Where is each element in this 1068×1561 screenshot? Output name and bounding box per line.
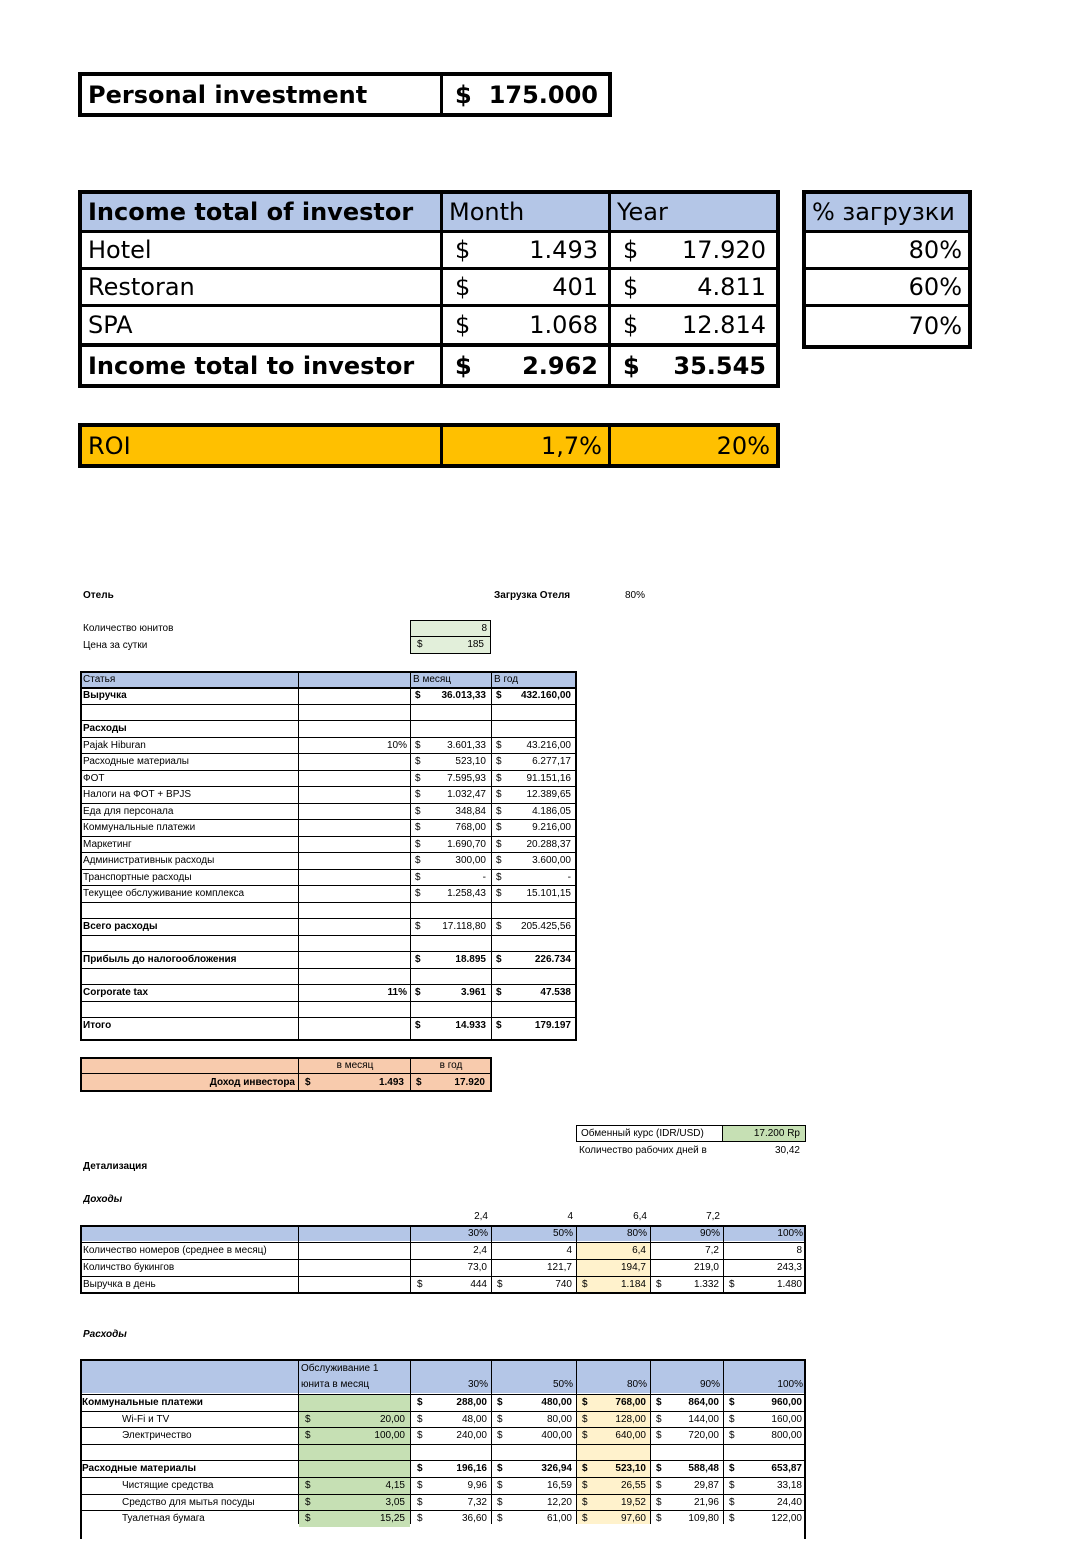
pl-header-item: Статья [83, 674, 116, 685]
pl-row-label: Транспортные расходы [83, 872, 192, 883]
expenses-row-value: $ 9,96 [417, 1480, 487, 1491]
pl-row-label: Расходные материалы [83, 756, 189, 767]
personal-investment-value: $ 175.000 [455, 80, 598, 109]
pl-row-year: $ 226.734 [496, 954, 571, 965]
load-header: % загрузки [806, 194, 968, 230]
pl-row-year: $ 43.216,00 [496, 740, 571, 751]
expenses-row-value: $ 196,16 [417, 1463, 487, 1474]
detail-row-value: $ 1.480 [729, 1279, 802, 1290]
expenses-row-value: $ 16,59 [497, 1480, 572, 1491]
roi-label: ROI [88, 431, 131, 460]
expenses-pct-header: 100% [777, 1379, 803, 1390]
income-row-label: SPA [88, 311, 133, 339]
income-row-month: $ 401 [455, 273, 598, 301]
income-row-year: $ 17.920 [623, 236, 766, 264]
personal-investment-label: Personal investment [88, 80, 368, 109]
unit-cost-value[interactable]: $ 15,25 [305, 1513, 405, 1524]
roi-month: 1,7% [541, 431, 602, 460]
pl-row-month: $ 523,10 [415, 756, 486, 767]
expenses-row-value: $ 288,00 [417, 1397, 487, 1408]
detail-row-value: 6,4 [632, 1245, 646, 1256]
expenses-row-value: $ 36,60 [417, 1513, 487, 1524]
pl-row-year: $ 4.186,05 [496, 806, 571, 817]
investor-month: $ 1.493 [305, 1077, 404, 1088]
pl-row-divider [80, 1001, 577, 1002]
units-value[interactable]: 8 [410, 620, 491, 637]
load-value-restoran: 60% [908, 273, 962, 301]
expenses-row-value: $ 160,00 [729, 1414, 802, 1425]
investor-col-year: в год [439, 1060, 463, 1071]
pl-row-month: $ 36.013,33 [415, 690, 486, 701]
pl-row-year: $ 3.600,00 [496, 855, 571, 866]
investor-label: Доход инвестора [209, 1077, 295, 1088]
expenses-row-label: Чистящие средства [122, 1480, 214, 1491]
expenses-pct-header: 50% [552, 1379, 573, 1390]
detail-row-value: 219,0 [693, 1262, 719, 1273]
expenses-row-value: $ 864,00 [656, 1397, 719, 1408]
pl-row-month: $ 1.690,70 [415, 839, 486, 850]
pl-row-label: ФОТ [83, 773, 105, 784]
pl-row-year: $ 432.160,00 [496, 690, 571, 701]
expenses-row-value: $ 7,32 [417, 1497, 487, 1508]
pl-row-month: $ 300,00 [415, 855, 486, 866]
pl-row-year: $ 47.538 [496, 987, 571, 998]
pl-row-label: Еда для персонала [83, 806, 174, 817]
expenses-row-value: $ 400,00 [497, 1430, 572, 1441]
pre-row-value: 6,4 [633, 1211, 647, 1222]
expenses-row-value: $ 653,87 [729, 1463, 802, 1474]
income-row-month: $ 1.493 [455, 236, 598, 264]
pl-row-label: Маркетинг [83, 839, 132, 850]
price-label: Цена за сутки [83, 640, 148, 651]
roi-year: 20% [716, 431, 770, 460]
exp-header-unit-1: Обслуживание 1 [301, 1363, 379, 1374]
pl-row-label: Коммунальные платежи [83, 822, 196, 833]
hotel-title: Отель [83, 590, 114, 601]
hotel-load-label: Загрузка Отеля [494, 590, 571, 601]
investor-year: $ 17.920 [416, 1077, 485, 1088]
pre-row-value: 7,2 [706, 1211, 720, 1222]
pl-row-label: Налоги на ФОТ + BPJS [83, 789, 192, 800]
pl-row-label: Текущее обслуживание комплекса [83, 888, 245, 899]
expenses-row-value: $ 640,00 [582, 1430, 646, 1441]
pl-row-label: Прибыль до налогообложения [83, 954, 237, 965]
expenses-pct-header: 80% [626, 1379, 647, 1390]
expenses-row-value: $ 588,48 [656, 1463, 719, 1474]
expenses-row-value: $ 240,00 [417, 1430, 487, 1441]
income-row-year: $ 4.811 [623, 273, 766, 301]
pl-row-year: $ - [496, 872, 571, 883]
expenses-row-value: $ 720,00 [656, 1430, 719, 1441]
expenses-row-value: $ 800,00 [729, 1430, 802, 1441]
expenses-row-label: Коммунальные платежи [82, 1397, 203, 1408]
detail-row-value: $ 740 [497, 1279, 572, 1290]
detail-row-value: 8 [796, 1245, 802, 1256]
detail-row-value: 7,2 [705, 1245, 719, 1256]
pl-row-label: Выручка [83, 690, 127, 701]
unit-cost-value[interactable]: $ 20,00 [305, 1414, 405, 1425]
income-row-label: Hotel [88, 236, 152, 264]
expenses-row-value: $ 523,10 [582, 1463, 646, 1474]
expenses-pct-header: 30% [467, 1379, 488, 1390]
pre-row-value: 4 [567, 1211, 573, 1222]
pl-row-month: $ 14.933 [415, 1020, 486, 1031]
expenses-row-value: $ 128,00 [582, 1414, 646, 1425]
pl-row-month: $ 3.601,33 [415, 740, 486, 751]
detail-income-title: Доходы [83, 1194, 123, 1205]
expenses-row-value: $ 960,00 [729, 1397, 802, 1408]
detail-title: Детализация [83, 1161, 148, 1172]
expenses-row-value: $ 12,20 [497, 1497, 572, 1508]
pl-row-year: $ 9.216,00 [496, 822, 571, 833]
exp-header-unit-2: юнита в месяц [301, 1379, 370, 1390]
unit-cost-cell-bg [299, 1445, 410, 1461]
pl-row-label: Административнык расходы [83, 855, 215, 866]
detail-row-label: Количство букингов [83, 1262, 175, 1273]
pl-row-pct: 10% [386, 740, 407, 751]
detail-row-value: 4 [566, 1245, 572, 1256]
pl-row-month: $ 18.895 [415, 954, 486, 965]
units-label: Количество юнитов [83, 623, 174, 634]
unit-cost-value[interactable]: $ 3,05 [305, 1497, 405, 1508]
detail-pct-header: 50% [552, 1228, 573, 1239]
pl-row-month: $ 348,84 [415, 806, 486, 817]
expenses-row-value: $ 97,60 [582, 1513, 646, 1524]
pl-row-year: $ 20.288,37 [496, 839, 571, 850]
pl-row-divider [80, 902, 577, 903]
income-row-year: $ 12.814 [623, 311, 766, 339]
pl-row-month: $ 17.118,80 [415, 921, 486, 932]
working-days-value: 30,42 [774, 1145, 800, 1156]
pl-row-label: Всего расходы [83, 921, 158, 932]
pl-row-year: $ 12.389,65 [496, 789, 571, 800]
pl-row-year: $ 15.101,15 [496, 888, 571, 899]
expenses-row-value: $ 768,00 [582, 1397, 646, 1408]
detail-row-value: 243,3 [776, 1262, 802, 1273]
pre-row-value: 2,4 [474, 1211, 488, 1222]
expenses-row-value: $ 109,80 [656, 1513, 719, 1524]
income-header-year: Year [611, 194, 776, 230]
load-value-spa: 70% [908, 312, 962, 340]
expenses-row-value: $ 21,96 [656, 1497, 719, 1508]
unit-cost-value[interactable]: $ 100,00 [305, 1430, 405, 1441]
investor-col-month: в месяц [336, 1060, 374, 1071]
pl-row-year: $ 205.425,56 [496, 921, 571, 932]
hotel-load-value: 80% [625, 590, 646, 601]
expenses-row-label: Wi-Fi и TV [122, 1414, 170, 1425]
expenses-row-value: $ 26,55 [582, 1480, 646, 1491]
income-row-label: Restoran [88, 273, 195, 301]
income-total-label: Income total to investor [88, 351, 415, 380]
detail-row-value: $ 1.332 [656, 1279, 719, 1290]
income-header-label: Income total of investor [82, 194, 440, 230]
expenses-row-value: $ 24,40 [729, 1497, 802, 1508]
pl-row-label: Corporate tax [83, 987, 149, 998]
pl-row-label: Pajak Hiburan [83, 740, 146, 751]
expenses-row-value: $ 144,00 [656, 1414, 719, 1425]
exchange-rate-value[interactable]: 17.200 Rp [753, 1128, 800, 1139]
income-header-month: Month [443, 194, 608, 230]
pl-row-month: $ 3.961 [415, 987, 486, 998]
pl-row-divider [80, 935, 577, 936]
expenses-row-value: $ 19,52 [582, 1497, 646, 1508]
pl-header-year: В год [494, 674, 519, 685]
detail-row-value: $ 444 [417, 1279, 487, 1290]
expenses-row-value: $ 480,00 [497, 1397, 572, 1408]
price-value[interactable]: $ 185 [410, 637, 491, 654]
pl-row-year: $ 179.197 [496, 1020, 571, 1031]
pl-row-pct: 11% [387, 987, 407, 998]
pl-row-month: $ 7.595,93 [415, 773, 486, 784]
pl-row-divider [80, 968, 577, 969]
expenses-row-value: $ 122,00 [729, 1513, 802, 1524]
income-row-month: $ 1.068 [455, 311, 598, 339]
detail-row-value: $ 1.184 [582, 1279, 646, 1290]
pl-row-month: $ - [415, 872, 486, 883]
expenses-row-value: $ 326,94 [497, 1463, 572, 1474]
pl-row-month: $ 1.258,43 [415, 888, 486, 899]
detail-row-value: 2,4 [473, 1245, 487, 1256]
unit-cost-value[interactable]: $ 4,15 [305, 1480, 405, 1491]
detail-row-value: 73,0 [467, 1262, 487, 1273]
expenses-row-label [122, 1445, 297, 1461]
detail-row-label: Выручка в день [83, 1279, 156, 1290]
expenses-pct-header: 90% [699, 1379, 720, 1390]
expenses-row-label: Средство для мытья посуды [122, 1497, 255, 1508]
pl-row-year: $ 91.151,16 [496, 773, 571, 784]
exchange-rate-label: Обменный курс (IDR/USD) [581, 1128, 704, 1139]
expenses-row-value: $ 80,00 [497, 1414, 572, 1425]
expenses-row-label: Расходные материалы [82, 1463, 197, 1474]
expenses-row-value: $ 33,18 [729, 1480, 802, 1491]
expenses-row-value: $ 48,00 [417, 1414, 487, 1425]
working-days-label: Количество рабочих дней в [579, 1145, 707, 1156]
unit-cost-cell-bg [299, 1461, 410, 1477]
pl-row-label: Итого [83, 1020, 112, 1031]
expenses-row-value: $ 61,00 [497, 1513, 572, 1524]
detail-expenses-title: Расходы [83, 1329, 127, 1340]
expenses-row-label: Туалетная бумага [122, 1513, 205, 1524]
pl-expenses-title: Расходы [83, 723, 127, 734]
detail-row-value: 121,7 [546, 1262, 572, 1273]
income-total-month: $ 2.962 [455, 351, 598, 380]
pl-header-month: В месяц [413, 674, 452, 685]
detail-pct-header: 90% [699, 1228, 720, 1239]
pl-row-year: $ 6.277,17 [496, 756, 571, 767]
pl-row-divider [80, 704, 577, 705]
detail-row-label: Количество номеров (среднее в месяц) [83, 1245, 267, 1256]
pl-row-month: $ 768,00 [415, 822, 486, 833]
income-total-year: $ 35.545 [623, 351, 766, 380]
load-value-hotel: 80% [908, 236, 962, 264]
unit-cost-cell-bg [299, 1395, 410, 1411]
detail-pct-header: 30% [467, 1228, 488, 1239]
detail-pct-header: 100% [777, 1228, 803, 1239]
detail-row-value: 194,7 [620, 1262, 646, 1273]
pl-row-month: $ 1.032,47 [415, 789, 486, 800]
expenses-row-label: Электричество [122, 1430, 192, 1441]
expenses-row-value: $ 29,87 [656, 1480, 719, 1491]
detail-pct-header: 80% [626, 1228, 647, 1239]
